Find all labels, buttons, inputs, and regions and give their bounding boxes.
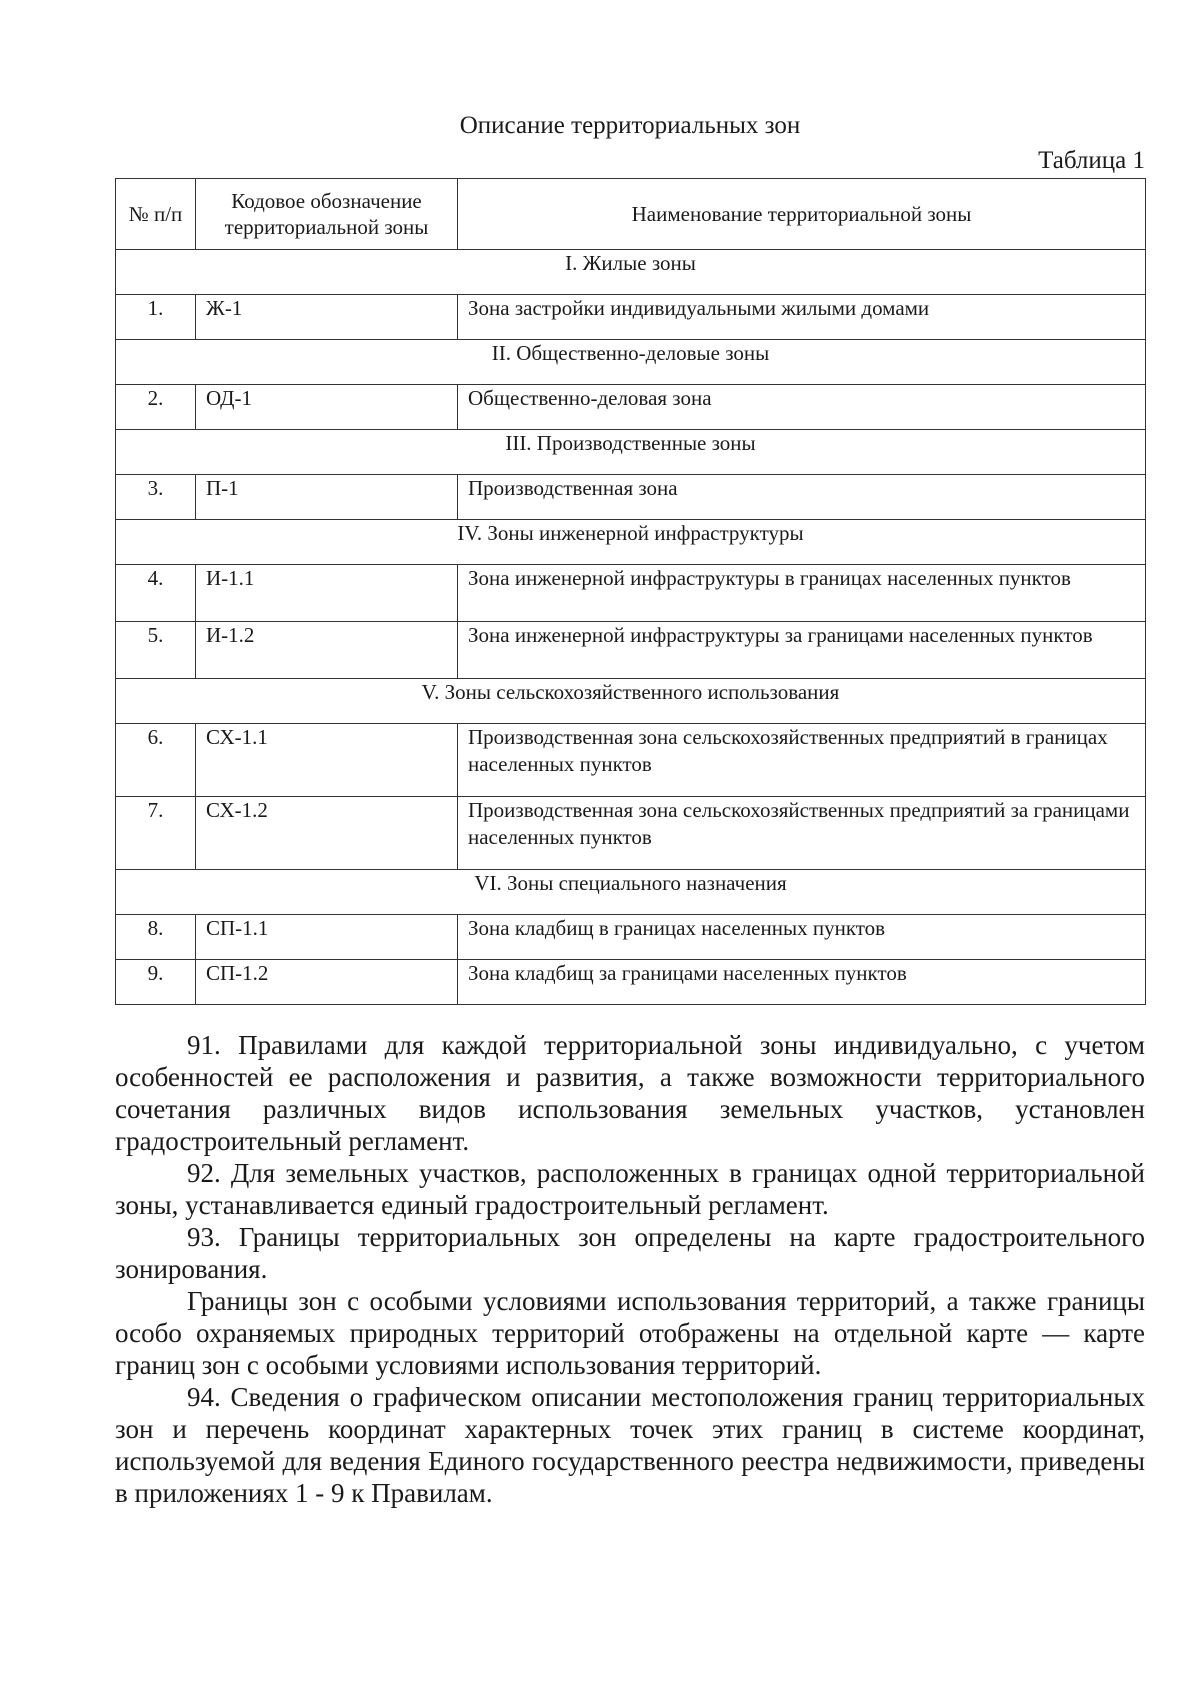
row-name: Производственная зона сельскохозяйственных предприятий в границах населенных пунктов: [458, 724, 1146, 797]
section-row: [116, 250, 1146, 295]
row-num: 7.: [116, 797, 196, 870]
header-code: Кодовое обозначение территориальной зоны: [196, 179, 458, 250]
table-row: [116, 385, 1146, 430]
header-name: Наименование территориальной зоны: [458, 179, 1146, 250]
row-num: 9.: [116, 960, 196, 1005]
table-row: [116, 475, 1146, 520]
table-row: [116, 565, 1146, 622]
row-code: СХ-1.1: [196, 724, 458, 797]
row-num: 5.: [116, 622, 196, 679]
row-num: 2.: [116, 385, 196, 430]
row-code: СП-1.1: [196, 915, 458, 960]
table-row: [116, 797, 1146, 870]
document-title: Описание территориальных зон: [459, 112, 801, 139]
row-code: И-1.2: [196, 622, 458, 679]
row-code: ОД-1: [196, 385, 458, 430]
section-title: VI. Зоны специального назначения: [116, 870, 1146, 915]
row-name: Зона инженерной инфраструктуры в границах населенных пунктов: [458, 565, 1146, 622]
row-num: 4.: [116, 565, 196, 622]
row-code: П-1: [196, 475, 458, 520]
section-row: [116, 430, 1146, 475]
table-row: [116, 295, 1146, 340]
row-num: 6.: [116, 724, 196, 797]
row-name: Зона кладбищ за границами населенных пунктов: [458, 960, 1146, 1005]
section-title: II. Общественно-деловые зоны: [116, 340, 1146, 385]
section-title: IV. Зоны инженерной инфраструктуры: [116, 520, 1146, 565]
table-row: [116, 915, 1146, 960]
table-row: [116, 960, 1146, 1005]
zones-table: [115, 178, 1146, 1005]
body-text: [115, 1029, 1145, 1509]
section-row: [116, 340, 1146, 385]
row-num: 8.: [116, 915, 196, 960]
section-row: [116, 520, 1146, 565]
paragraph-93-continued: Границы зон с особыми условиями использования территорий, а также границы особо охраняемых природных территорий отображены на отдельной карте — карте границ зон с особыми условиями использования территорий.: [115, 1286, 1145, 1380]
section-title: V. Зоны сельскохозяйственного использования: [116, 679, 1146, 724]
row-num: 1.: [116, 295, 196, 340]
paragraph-94: 94. Сведения о графическом описании местоположения границ территориальных зон и перечень координат характерных точек этих границ в системе координат, используемой для ведения Единого государственного реестра недвижимости, приведены в приложениях 1 - 9 к Правилам.: [115, 1382, 1145, 1508]
row-name: Общественно-деловая зона: [458, 385, 1146, 430]
paragraph-93: 93. Границы территориальных зон определены на карте градостроительного зонирования.: [115, 1222, 1145, 1284]
section-title: III. Производственные зоны: [116, 430, 1146, 475]
row-name: Производственная зона сельскохозяйственных предприятий за границами населенных пунктов: [458, 797, 1146, 870]
section-row: [116, 679, 1146, 724]
table-row: [116, 622, 1146, 679]
section-title: I. Жилые зоны: [116, 250, 1146, 295]
row-code: Ж-1: [196, 295, 458, 340]
row-code: И-1.1: [196, 565, 458, 622]
paragraph-91: 91. Правилами для каждой территориальной зоны индивидуально, с учетом особенностей ее расположения и развития, а также возможности территориального сочетания различных видов использования земельных участков, установлен градостроительный регламент.: [115, 1030, 1145, 1156]
row-name: Зона кладбищ в границах населенных пунктов: [458, 915, 1146, 960]
row-code: СХ-1.2: [196, 797, 458, 870]
row-name: Производственная зона: [458, 475, 1146, 520]
header-num: № п/п: [116, 179, 196, 250]
table-row: [116, 724, 1146, 797]
row-code: СП-1.2: [196, 960, 458, 1005]
table-label: Таблица 1: [1038, 147, 1145, 174]
paragraph-92: 92. Для земельных участков, расположенных в границах одной территориальной зоны, устанавливается единый градостроительный регламент.: [115, 1158, 1145, 1220]
table-header-row: [116, 179, 1146, 250]
row-num: 3.: [116, 475, 196, 520]
row-name: Зона инженерной инфраструктуры за границами населенных пунктов: [458, 622, 1146, 679]
document-page: [115, 108, 1145, 1509]
row-name: Зона застройки индивидуальными жилыми домами: [458, 295, 1146, 340]
section-row: [116, 870, 1146, 915]
